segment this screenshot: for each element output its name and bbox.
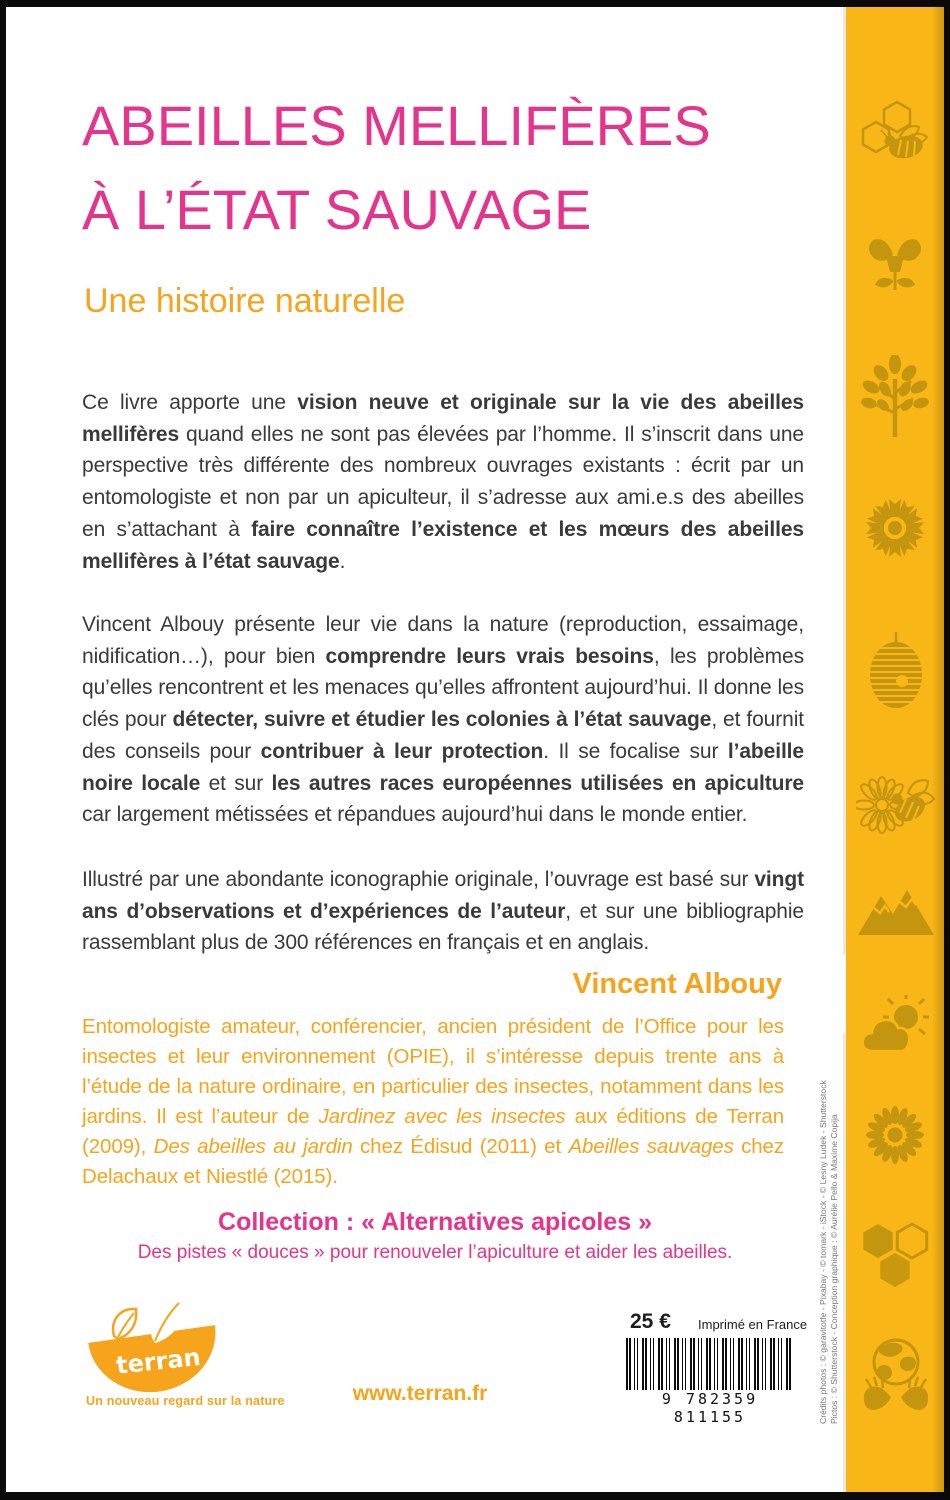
author-name: Vincent Albouy bbox=[572, 968, 782, 1000]
barcode-bars bbox=[626, 1338, 794, 1390]
collection-title: Collection : « Alternatives apicoles » bbox=[218, 1208, 652, 1236]
photo-credits bbox=[818, 1072, 840, 1424]
printed-in-label: Imprimé en France bbox=[698, 1317, 808, 1332]
barcode-digits: 9 782359 811155 bbox=[661, 1390, 759, 1426]
ean-barcode bbox=[620, 1336, 800, 1426]
price-label: 25 € bbox=[630, 1310, 671, 1333]
poppy-flower-icon bbox=[863, 231, 927, 297]
book-title-line2: À L’ÉTAT SAUVAGE bbox=[82, 178, 592, 241]
author-arrow-notch bbox=[810, 953, 846, 1035]
book-title bbox=[82, 84, 782, 252]
tree-icon bbox=[861, 355, 929, 437]
photo-credits-line2: Pictos : © Shutterstock - Conception graphique : © Aurélie Pello & Maxime Copija bbox=[829, 1114, 839, 1424]
bee-hexagons-icon bbox=[860, 99, 934, 169]
terran-logo bbox=[82, 1292, 222, 1392]
logo-tagline: Un nouveau regard sur la nature bbox=[86, 1394, 285, 1408]
mountains-icon bbox=[856, 887, 936, 937]
publisher-website: www.terran.fr bbox=[352, 1382, 488, 1405]
globe-hands-icon bbox=[861, 1335, 931, 1411]
honeycomb-icon bbox=[859, 1223, 931, 1289]
bee-on-flower-icon bbox=[856, 767, 936, 837]
body-paragraph-1: Ce livre apporte une vision neuve et originale sur la vie des abeilles mellifères quand elles ne sont pas élevées par l’homme. Il s’inscrit dans une perspective très différente des nombreux ouvrages existants : écrit par un entomologiste et non par un apiculteur, il s’adresse aux ami.e.s des abeilles en s’attachant à faire connaître l’existence et les mœurs des abeilles mellifères à l’état sauvage. bbox=[82, 391, 805, 573]
body-paragraph-3: Illustré par une abondante iconographie originale, l’ouvrage est basé sur vingt ans d’observations et d’expériences de l’auteur, et sur une bibliographie rassemblant plus de 300 références en français et en anglais. bbox=[82, 868, 805, 955]
book-subtitle: Une histoire naturelle bbox=[84, 282, 406, 320]
book-title-line1: ABEILLES MELLIFÈRES bbox=[82, 94, 711, 157]
author-bio: Entomologiste amateur, conférencier, ancien président de l’Office pour les insectes et leur environnement (OPIE), il s’intéresse depuis trente ans à l’étude de la nature ordinaire, en particulier des insectes, notamment dans les jardins. Il est l’auteur de Jardinez avec les insectes aux éditions de Terran (2009), Des abeilles au jardin chez Édisud (2011) et Abeilles sauvages chez Delachaux et Niestlé (2015). bbox=[82, 1015, 785, 1188]
band-crease bbox=[843, 7, 846, 1492]
bee-skep-icon bbox=[868, 631, 924, 709]
daisy-icon bbox=[865, 1105, 925, 1165]
sun-clouds-icon bbox=[859, 995, 929, 1055]
collection-subtitle: Des pistes « douces » pour renouveler l’apiculture et aider les abeilles. bbox=[137, 1242, 733, 1263]
cornflower-icon bbox=[862, 495, 928, 561]
photo-credits-line1: Crédits photos : © garavitotfe - Pixabay - © tomark - iStock - © Lesny Ludek - Shutterstock bbox=[818, 1080, 828, 1424]
logo-wordmark: terran bbox=[114, 1342, 202, 1380]
right-icon-band bbox=[846, 7, 944, 1492]
band-fold-shade bbox=[932, 7, 944, 1492]
body-paragraph-2: Vincent Albouy présente leur vie dans la nature (reproduction, essaimage, nidification…), pour bien comprendre leurs vrais besoins, les problèmes qu’elles rencontrent et les menaces qu’elles affrontent aujourd’hui. Il donne les clés pour détecter, suivre et étudier les colonies à l’état sauvage, et fournit des conseils pour contribuer à leur protection. Il se focalise sur l’abeille noire locale et sur les autres races européennes utilisées en apiculture car largement métissées et répandues aujourd’hui dans le monde entier. bbox=[82, 613, 804, 827]
